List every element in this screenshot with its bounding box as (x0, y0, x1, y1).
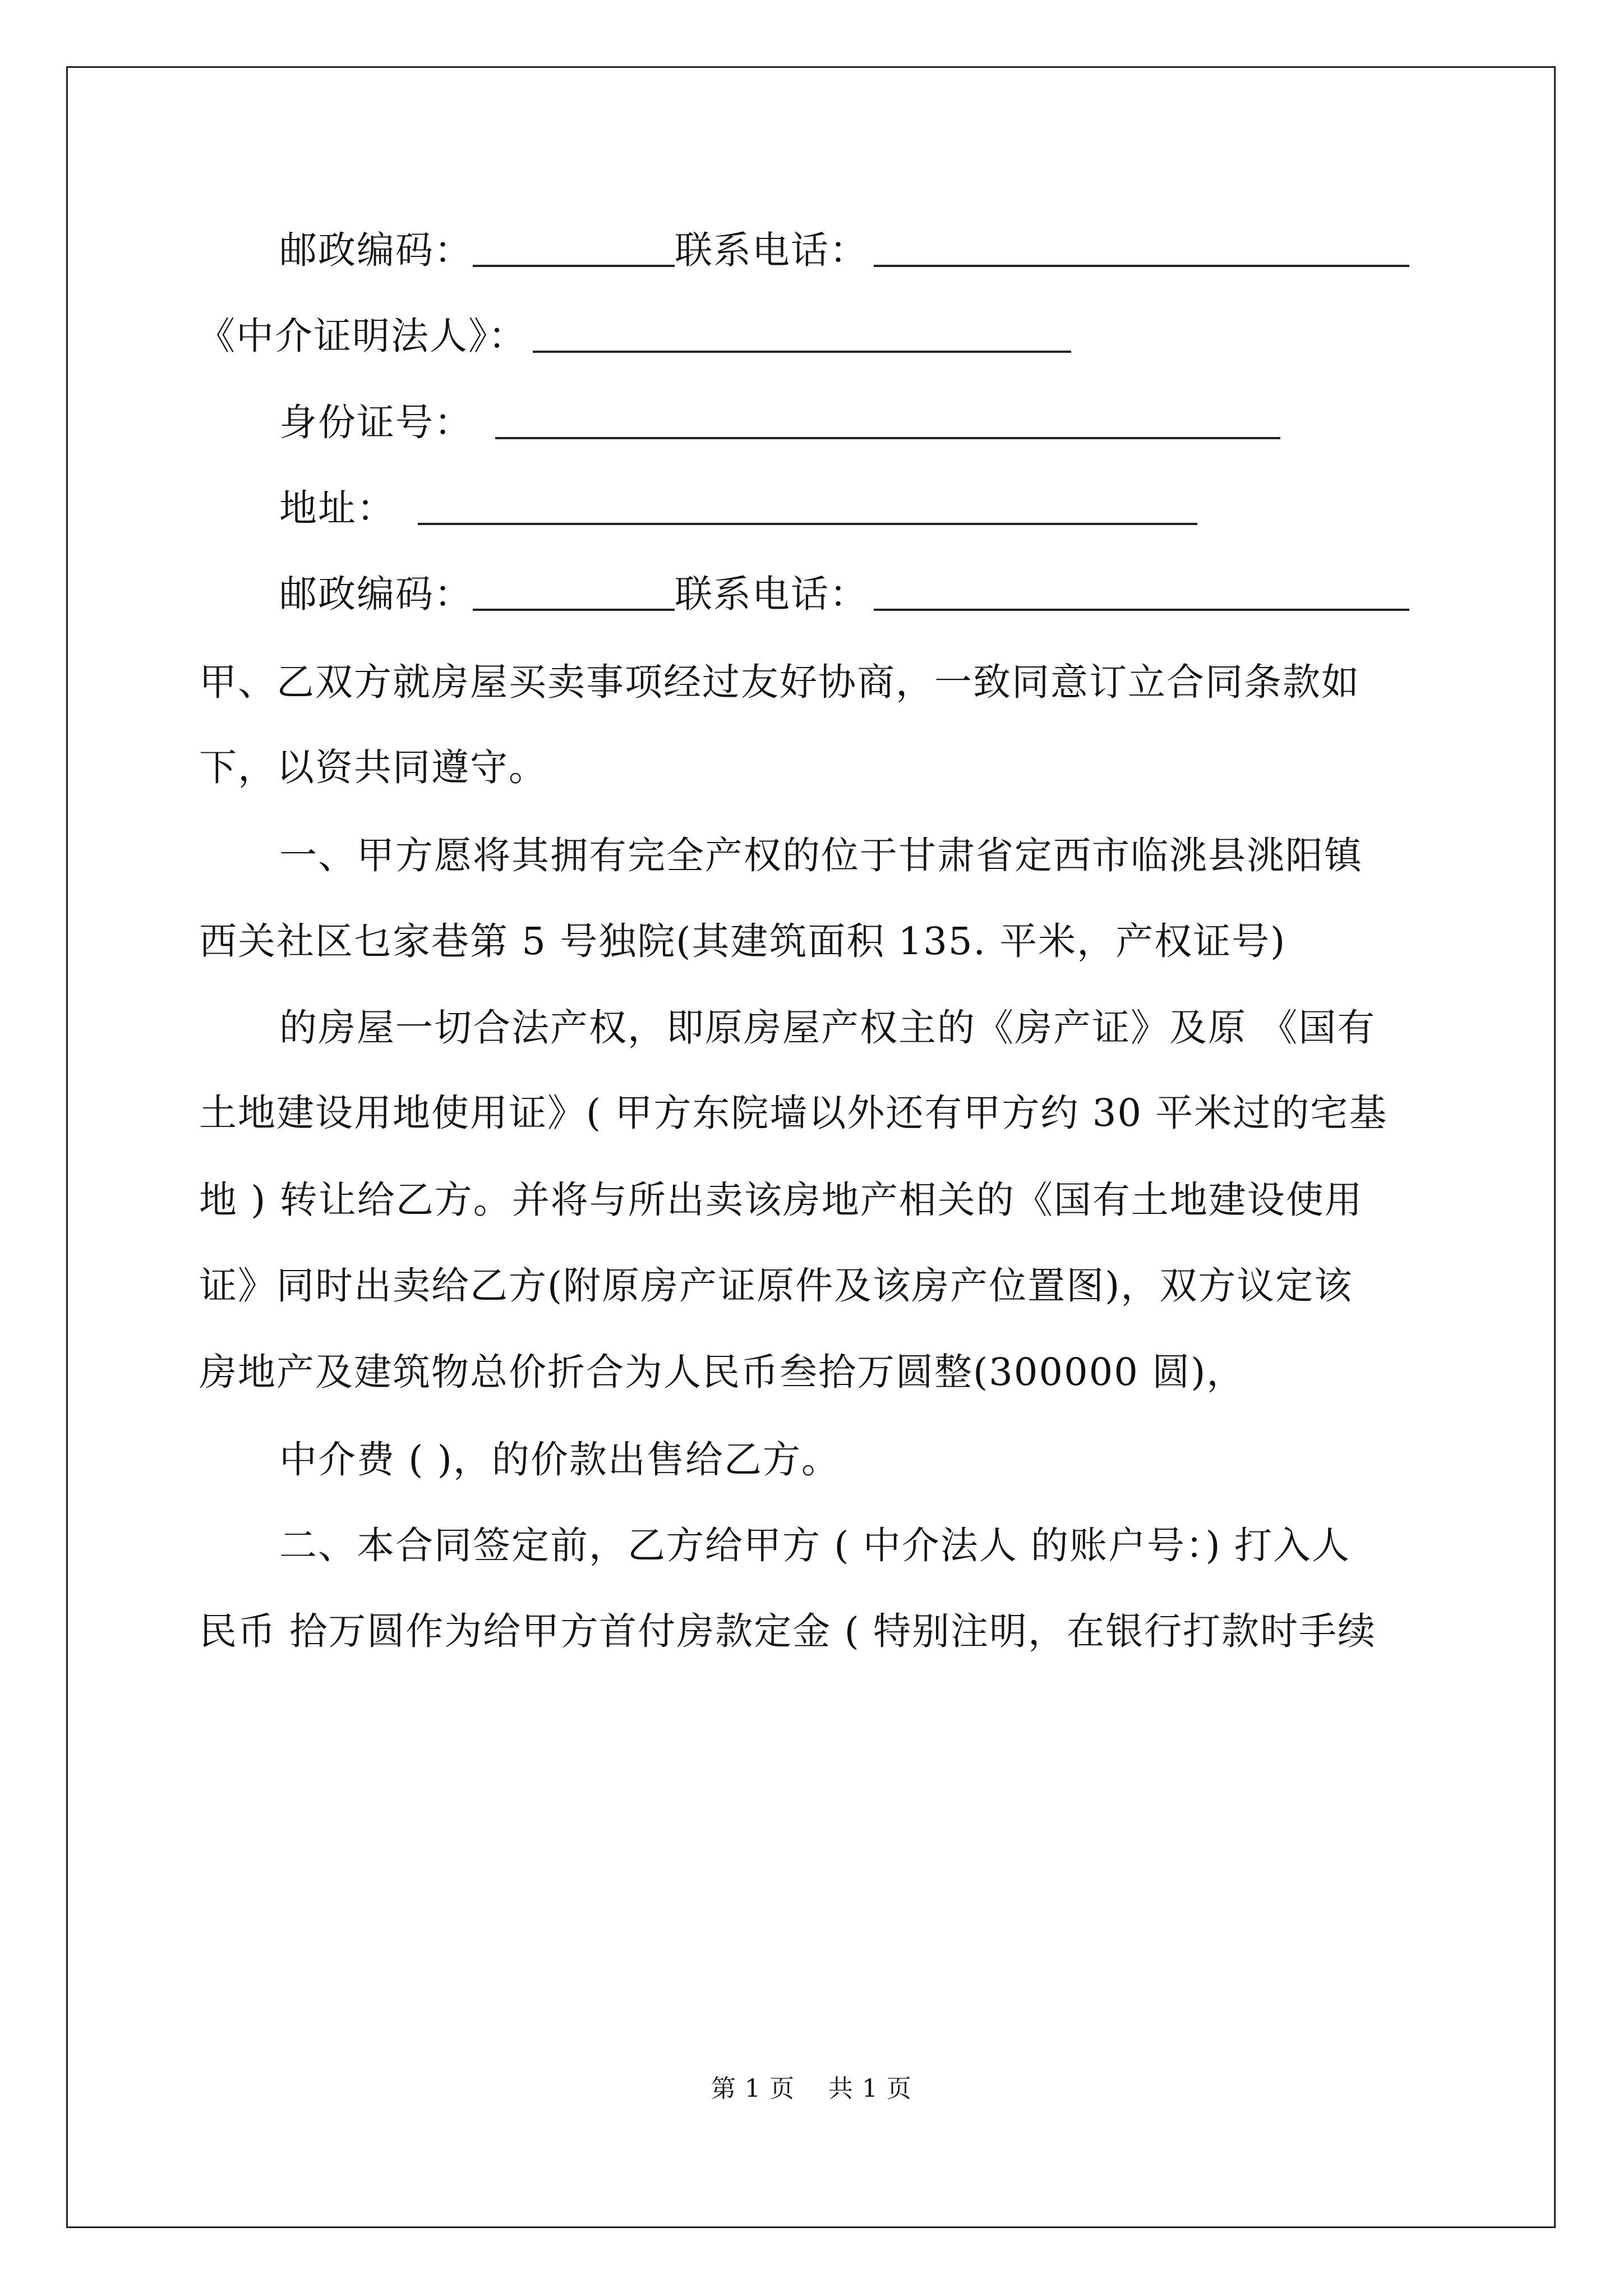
clause-two-line-2 (0, 1549, 1623, 1653)
phone-label: 联系电话： (675, 572, 868, 616)
clause-one-line-7 (0, 1290, 1623, 1394)
clause-one-line-2 (0, 859, 1623, 963)
paragraph-text: 一、甲方愿将其拥有完全产权的位于甘肃省定西市临洮县洮阳镇 (279, 834, 1363, 877)
paragraph-text: 西关社区乜家巷第 5 号独院(其建筑面积 135. 平米，产权证号) (199, 919, 1287, 963)
paragraph-text: 地 ) 转让给乙方。并将与所出卖该房地产相关的《国有土地建设使用 (199, 1178, 1363, 1222)
agent-label: 《中介证明法人》： (197, 314, 527, 358)
address-label: 地址： (279, 486, 395, 530)
paragraph-text: 二、本合同签定前，乙方给甲方 ( 中介法人 的账户号：) 打入人 (279, 1524, 1350, 1567)
paragraph-text: 土地建设用地使用证》( 甲方东院墙以外还有甲方约 30 平米过的宅基 (199, 1091, 1388, 1135)
agent-line (0, 254, 1623, 358)
paragraph-text: 的房屋一切合法产权，即原房屋产权主的《房产证》及原 《国有 (279, 1006, 1376, 1050)
clause-one-line-4 (0, 1031, 1623, 1135)
postal-phone-line-2 (0, 512, 1623, 616)
page-footer: 第 1 页 共 1 页 (711, 2074, 912, 2103)
postal-code-label: 邮政编码： (279, 228, 473, 272)
paragraph-text: 甲、乙双方就房屋买卖事项经过友好协商，一致同意订立合同条款如 (199, 660, 1360, 704)
postal-code-label: 邮政编码： (279, 572, 473, 616)
id-number-label: 身份证号： (279, 401, 473, 444)
paragraph-text: 证》同时出卖给乙方(附原房产证原件及该房产位置图)，双方议定该 (199, 1264, 1353, 1308)
paragraph-text: 房地产及建筑物总价折合为人民币叁拾万圆整(300000 圆)， (199, 1350, 1246, 1394)
paragraph-text: 中介费 ( )，的价款出售给乙方。 (279, 1438, 840, 1481)
paragraph-text: 下，以资共同遵守。 (199, 746, 547, 789)
intro-paragraph-line-2 (0, 685, 1623, 789)
clause-one-line-6 (0, 1204, 1623, 1308)
paragraph-text: 民币 拾万圆作为给甲方首付房款定金 ( 特别注明，在银行打款时手续 (199, 1609, 1377, 1653)
phone-label: 联系电话： (675, 228, 868, 272)
